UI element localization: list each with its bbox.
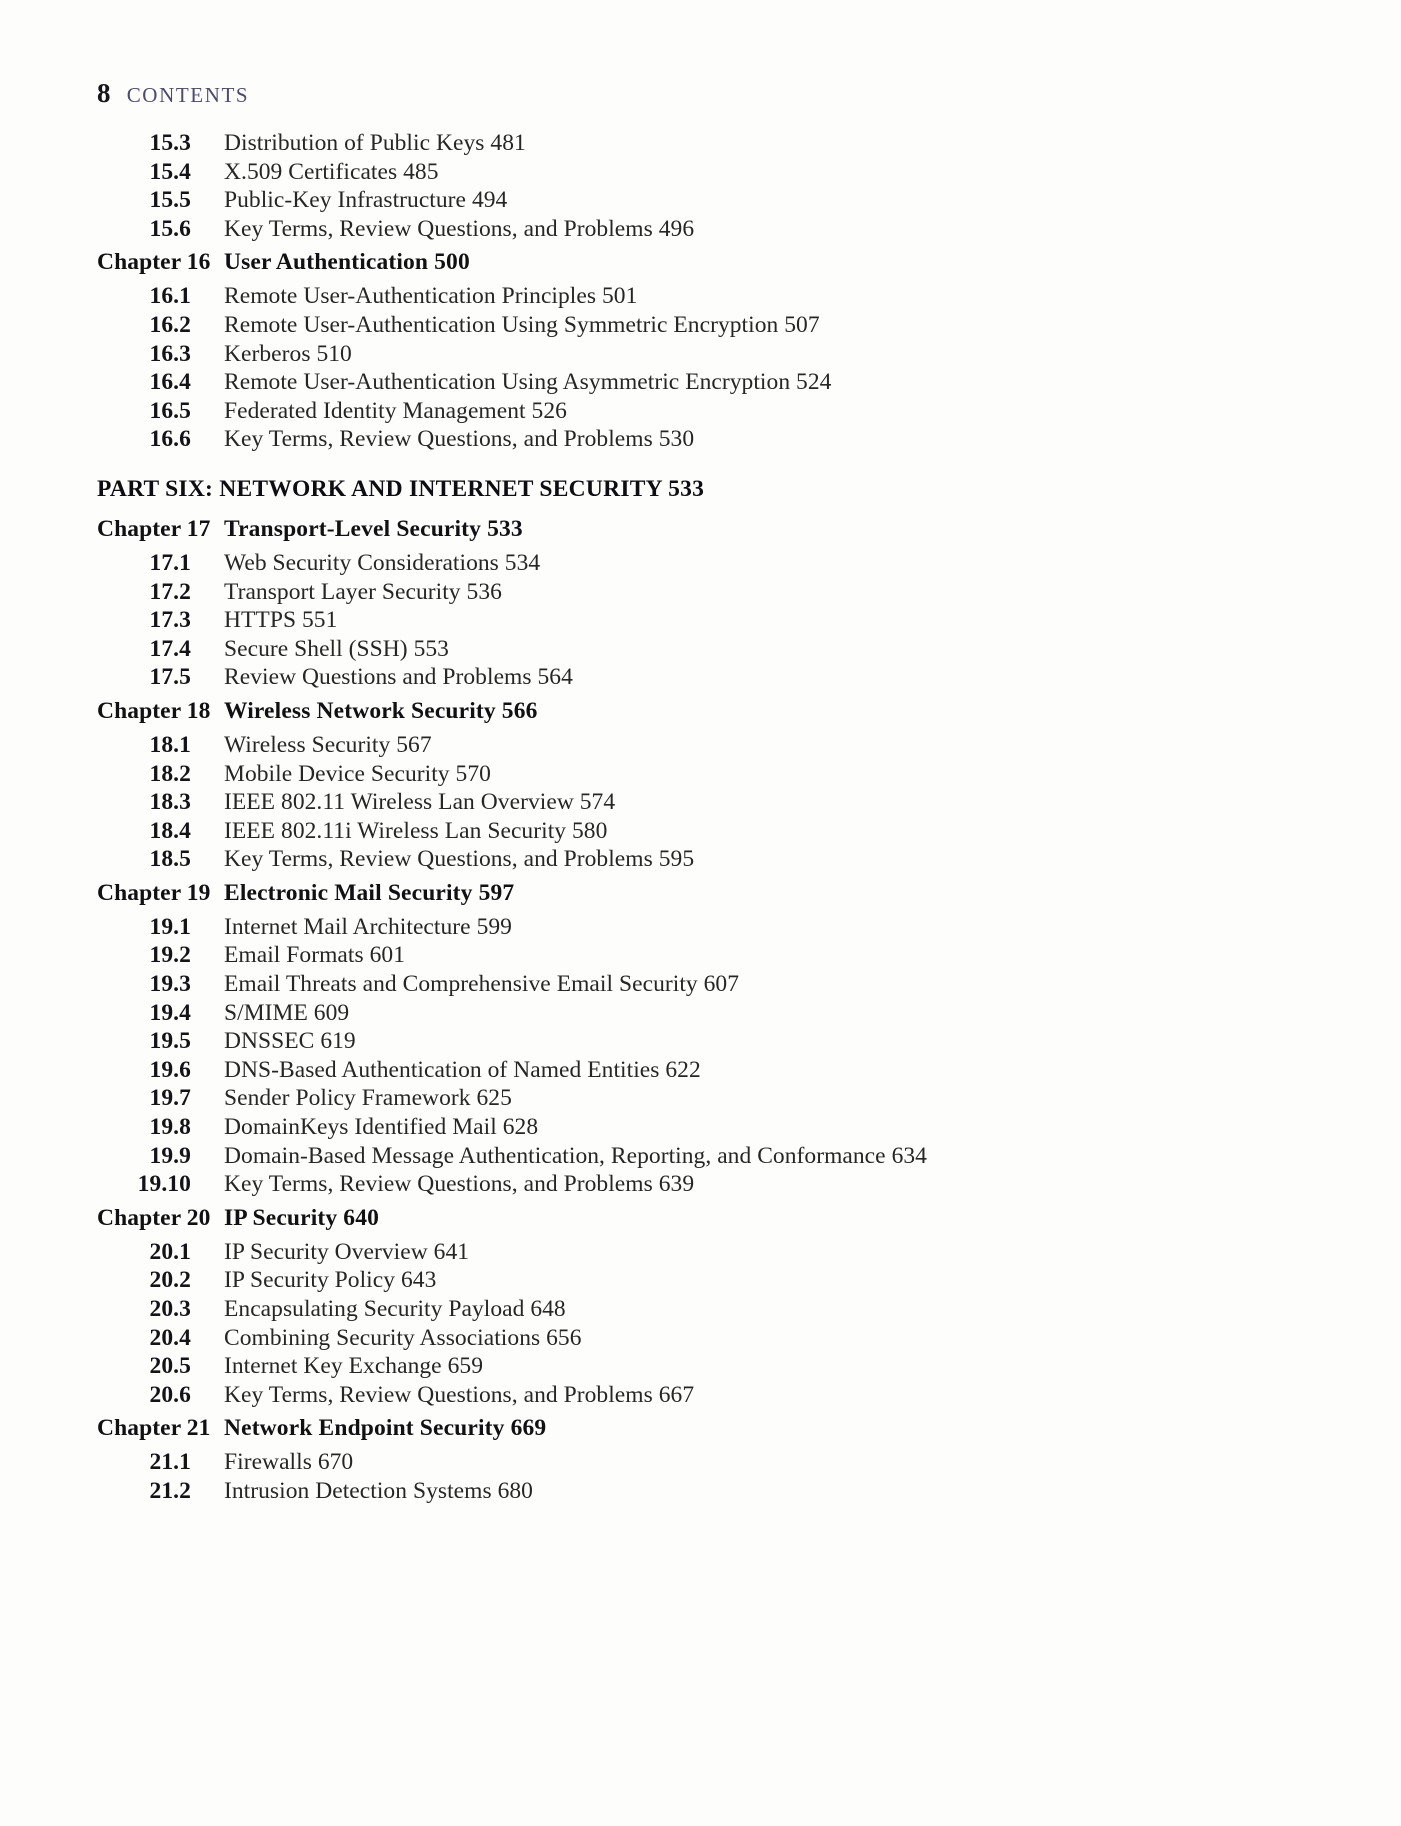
toc-section-number: 17.2 bbox=[149, 578, 191, 605]
toc-section-number: 18.3 bbox=[149, 789, 191, 816]
toc-section-title: DNSSEC 619 bbox=[224, 1028, 356, 1055]
toc-section-entry[interactable] bbox=[0, 285, 1401, 314]
toc-section-entry[interactable] bbox=[0, 944, 1401, 973]
toc-section-title: DNS-Based Authentication of Named Entities 622 bbox=[224, 1056, 701, 1083]
toc-section-number: 16.5 bbox=[149, 397, 191, 424]
toc-chapter-label: Chapter 17 bbox=[97, 515, 211, 542]
toc-part-title: PART SIX: NETWORK AND INTERNET SECURITY 533 bbox=[97, 475, 705, 502]
toc-section-title: Key Terms, Review Questions, and Problems 530 bbox=[224, 426, 695, 453]
page-number: 8 bbox=[97, 78, 111, 108]
toc-section-title: IP Security Overview 641 bbox=[224, 1238, 470, 1265]
toc-section-title: IP Security Policy 643 bbox=[224, 1267, 437, 1294]
toc-section-entry[interactable] bbox=[0, 1056, 1401, 1088]
toc-section-title: Remote User-Authentication Using Asymmetric Encryption 524 bbox=[224, 369, 832, 396]
toc-section-number: 19.10 bbox=[137, 1171, 191, 1198]
toc-section-number: 17.4 bbox=[149, 635, 191, 662]
toc-chapter-label: Chapter 19 bbox=[97, 879, 211, 906]
toc-section-title: Key Terms, Review Questions, and Problems 639 bbox=[224, 1171, 695, 1198]
toc-section-entry[interactable] bbox=[0, 1087, 1401, 1116]
toc-section-entry[interactable] bbox=[0, 1324, 1401, 1356]
toc-section-title: Mobile Device Security 570 bbox=[224, 760, 491, 787]
toc-section-title: Secure Shell (SSH) 553 bbox=[224, 635, 449, 662]
toc-section-number: 16.2 bbox=[149, 311, 191, 338]
toc-section-entry[interactable] bbox=[0, 1173, 1401, 1202]
toc-section-title: Kerberos 510 bbox=[224, 340, 352, 367]
toc-chapter-title: IP Security 640 bbox=[224, 1204, 379, 1231]
toc-section-number: 19.5 bbox=[149, 1028, 191, 1055]
toc-chapter-title: Electronic Mail Security 597 bbox=[224, 879, 515, 906]
toc-section-title: Internet Mail Architecture 599 bbox=[224, 913, 512, 940]
toc-section-title: Encapsulating Security Payload 648 bbox=[224, 1296, 566, 1322]
toc-section-entry[interactable] bbox=[0, 1116, 1401, 1145]
toc-chapter-entry[interactable] bbox=[0, 879, 1401, 916]
toc-section-entry[interactable] bbox=[0, 215, 1401, 247]
toc-section-title: Key Terms, Review Questions, and Problems 667 bbox=[224, 1381, 695, 1408]
toc-section-title: Transport Layer Security 536 bbox=[224, 578, 502, 605]
table-of-contents bbox=[0, 132, 1401, 1509]
toc-section-number: 15.6 bbox=[149, 215, 191, 242]
toc-section-number: 20.3 bbox=[149, 1296, 191, 1322]
toc-section-number: 21.1 bbox=[149, 1449, 191, 1476]
toc-section-entry[interactable] bbox=[0, 1451, 1401, 1480]
toc-section-entry[interactable] bbox=[0, 760, 1401, 792]
toc-section-title: Web Security Considerations 534 bbox=[224, 549, 541, 576]
toc-section-entry[interactable] bbox=[0, 609, 1401, 638]
toc-chapter-title: User Authentication 500 bbox=[224, 249, 470, 276]
toc-section-entry[interactable] bbox=[0, 817, 1401, 849]
toc-section-number: 15.5 bbox=[149, 187, 191, 214]
toc-section-title: IEEE 802.11i Wireless Lan Security 580 bbox=[224, 817, 608, 844]
toc-section-number: 16.1 bbox=[149, 283, 191, 310]
toc-chapter-label: Chapter 16 bbox=[97, 249, 211, 276]
toc-section-entry[interactable] bbox=[0, 1381, 1401, 1413]
toc-section-title: Domain-Based Message Authentication, Reporting, and Conformance 634 bbox=[224, 1142, 927, 1169]
toc-section-entry[interactable] bbox=[0, 311, 1401, 343]
toc-section-number: 20.2 bbox=[149, 1267, 191, 1294]
toc-section-entry[interactable] bbox=[0, 999, 1401, 1031]
toc-chapter-label: Chapter 21 bbox=[97, 1415, 211, 1442]
toc-section-title: Remote User-Authentication Principles 501 bbox=[224, 283, 638, 310]
toc-section-entry[interactable] bbox=[0, 371, 1401, 400]
toc-section-title: Federated Identity Management 526 bbox=[224, 397, 567, 424]
toc-section-number: 18.1 bbox=[149, 731, 191, 758]
toc-chapter-title: Network Endpoint Security 669 bbox=[224, 1415, 547, 1442]
toc-section-number: 19.7 bbox=[149, 1085, 191, 1112]
toc-section-entry[interactable] bbox=[0, 1238, 1401, 1270]
toc-section-title: Key Terms, Review Questions, and Problems 595 bbox=[224, 846, 695, 873]
toc-section-title: Public-Key Infrastructure 494 bbox=[224, 187, 508, 214]
toc-section-title: Distribution of Public Keys 481 bbox=[224, 130, 526, 156]
toc-section-entry[interactable] bbox=[0, 1269, 1401, 1298]
toc-section-number: 19.2 bbox=[149, 942, 191, 969]
toc-section-entry[interactable] bbox=[0, 635, 1401, 667]
toc-section-number: 19.8 bbox=[149, 1114, 191, 1141]
toc-section-entry[interactable] bbox=[0, 848, 1401, 877]
toc-section-title: Combining Security Associations 656 bbox=[224, 1324, 582, 1351]
toc-section-title: Email Threats and Comprehensive Email Security 607 bbox=[224, 971, 740, 998]
toc-section-number: 18.4 bbox=[149, 817, 191, 844]
toc-section-title: Key Terms, Review Questions, and Problems 496 bbox=[224, 215, 695, 242]
toc-section-entry[interactable] bbox=[0, 132, 1401, 161]
toc-section-entry[interactable] bbox=[0, 913, 1401, 945]
toc-section-title: Internet Key Exchange 659 bbox=[224, 1353, 483, 1380]
toc-section-entry[interactable] bbox=[0, 549, 1401, 581]
toc-chapter-title: Transport-Level Security 533 bbox=[224, 515, 523, 542]
toc-section-entry[interactable] bbox=[0, 1142, 1401, 1174]
toc-section-entry[interactable] bbox=[0, 340, 1401, 372]
toc-section-title: IEEE 802.11 Wireless Lan Overview 574 bbox=[224, 789, 616, 816]
toc-chapter-title: Wireless Network Security 566 bbox=[224, 697, 538, 724]
toc-section-number: 16.6 bbox=[149, 426, 191, 453]
toc-section-number: 17.5 bbox=[149, 664, 191, 691]
toc-section-number: 18.5 bbox=[149, 846, 191, 873]
toc-chapter-entry[interactable] bbox=[0, 1204, 1401, 1241]
toc-section-entry[interactable] bbox=[0, 158, 1401, 190]
toc-section-number: 15.4 bbox=[149, 158, 191, 185]
toc-part-heading bbox=[0, 475, 1401, 512]
toc-section-number: 20.5 bbox=[149, 1353, 191, 1380]
toc-section-title: Wireless Security 567 bbox=[224, 731, 432, 758]
toc-section-entry[interactable] bbox=[0, 731, 1401, 763]
toc-section-title: Remote User-Authentication Using Symmetric Encryption 507 bbox=[224, 311, 820, 338]
toc-section-entry[interactable] bbox=[0, 1030, 1401, 1059]
toc-section-entry[interactable] bbox=[0, 1355, 1401, 1384]
toc-section-entry[interactable] bbox=[0, 397, 1401, 429]
toc-section-title: X.509 Certificates 485 bbox=[224, 158, 439, 185]
toc-section-number: 17.1 bbox=[149, 549, 191, 576]
running-head-label: CONTENTS bbox=[126, 83, 250, 107]
toc-section-number: 19.3 bbox=[149, 971, 191, 998]
toc-section-title: Email Formats 601 bbox=[224, 942, 406, 969]
toc-section-title: Review Questions and Problems 564 bbox=[224, 664, 573, 691]
toc-section-number: 16.4 bbox=[149, 369, 191, 396]
toc-section-entry[interactable] bbox=[0, 973, 1401, 1002]
toc-section-title: S/MIME 609 bbox=[224, 999, 350, 1026]
toc-chapter-entry[interactable] bbox=[0, 251, 1401, 285]
toc-section-number: 16.3 bbox=[149, 340, 191, 367]
toc-section-entry[interactable] bbox=[0, 1298, 1401, 1327]
toc-chapter-label: Chapter 20 bbox=[97, 1204, 211, 1231]
toc-section-entry[interactable] bbox=[0, 428, 1401, 457]
toc-section-entry[interactable] bbox=[0, 1477, 1401, 1509]
toc-section-number: 17.3 bbox=[149, 607, 191, 634]
toc-section-entry[interactable] bbox=[0, 189, 1401, 218]
toc-chapter-label: Chapter 18 bbox=[97, 697, 211, 724]
toc-section-number: 19.9 bbox=[149, 1142, 191, 1169]
toc-section-number: 19.6 bbox=[149, 1056, 191, 1083]
toc-section-number: 20.1 bbox=[149, 1238, 191, 1265]
toc-section-number: 18.2 bbox=[149, 760, 191, 787]
toc-section-number: 21.2 bbox=[149, 1477, 191, 1504]
toc-chapter-entry[interactable] bbox=[0, 697, 1401, 734]
toc-chapter-entry[interactable] bbox=[0, 1417, 1401, 1451]
toc-section-number: 19.4 bbox=[149, 999, 191, 1026]
toc-section-title: Intrusion Detection Systems 680 bbox=[224, 1477, 533, 1504]
toc-section-title: Firewalls 670 bbox=[224, 1449, 354, 1476]
toc-chapter-entry[interactable] bbox=[0, 515, 1401, 552]
toc-section-number: 19.1 bbox=[149, 913, 191, 940]
toc-section-entry[interactable] bbox=[0, 791, 1401, 820]
toc-section-number: 20.6 bbox=[149, 1381, 191, 1408]
toc-section-number: 20.4 bbox=[149, 1324, 191, 1351]
toc-section-title: DomainKeys Identified Mail 628 bbox=[224, 1114, 539, 1141]
toc-section-entry[interactable] bbox=[0, 578, 1401, 610]
toc-section-entry[interactable] bbox=[0, 666, 1401, 695]
toc-section-number: 15.3 bbox=[149, 130, 191, 156]
toc-section-title: Sender Policy Framework 625 bbox=[224, 1085, 512, 1112]
running-head bbox=[97, 78, 249, 109]
toc-section-title: HTTPS 551 bbox=[224, 607, 338, 634]
